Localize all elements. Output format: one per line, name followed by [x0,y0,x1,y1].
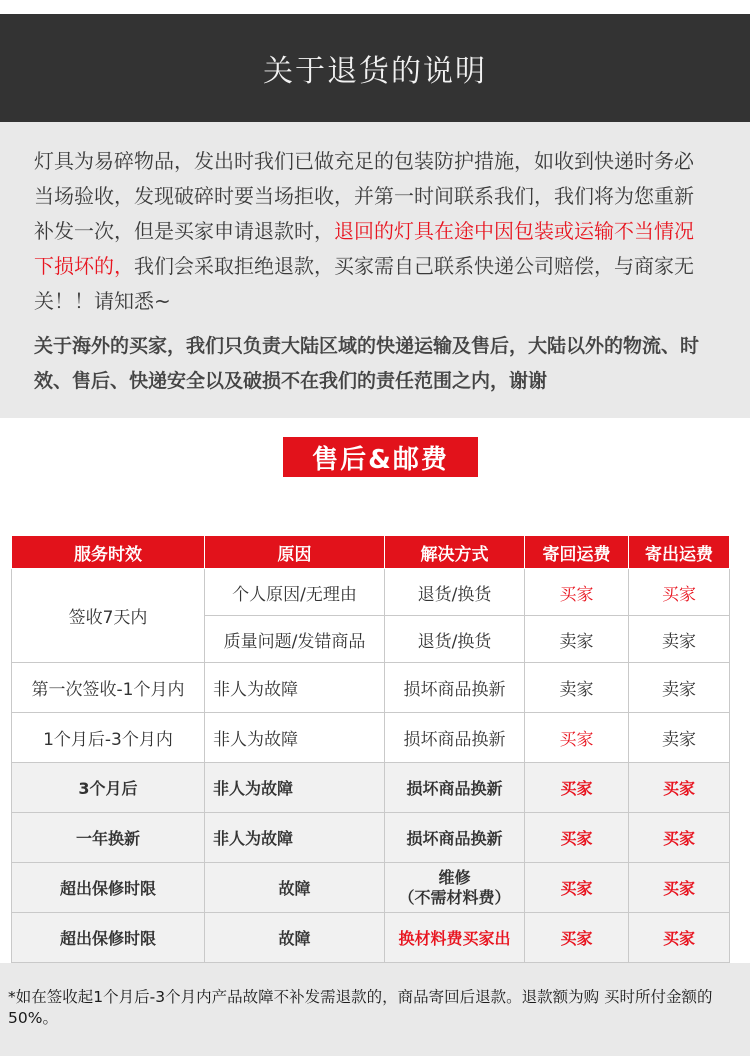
table-row [12,569,730,616]
table-row [12,813,730,863]
cell-return-fee: 卖家 [525,616,629,663]
cell-send-fee: 买家 [629,813,730,863]
cell-return-fee: 买家 [525,863,629,913]
cell-solution: 损坏商品换新 [385,713,525,763]
cell-solution: 退货/换货 [385,616,525,663]
page-header [0,14,750,122]
cell-send-fee: 买家 [629,569,730,616]
cell-period: 3个月后 [12,763,205,813]
table-row [12,863,730,913]
table-row [12,713,730,763]
cell-return-fee: 买家 [525,913,629,963]
header-return-fee: 寄回运费 [525,536,629,569]
notice-paragraph-overseas: 关于海外的买家，我们只负责大陆区域的快递运输及售后，大陆以外的物流、时效、售后、快递安全以及破损不在我们的责任范围之内，谢谢 [34,335,700,392]
cell-return-fee: 买家 [525,763,629,813]
cell-solution: 损坏商品换新 [385,763,525,813]
notice-paragraph-1 [34,144,704,319]
cell-reason: 质量问题/发错商品 [205,616,385,663]
cell-return-fee: 卖家 [525,663,629,713]
cell-send-fee: 卖家 [629,713,730,763]
return-notice [0,122,750,418]
notice-warning-text: 退回的灯具在途中因包装或运输不当情况下损坏的， [34,219,694,278]
cell-reason: 个人原因/无理由 [205,569,385,616]
cell-period: 超出保修时限 [12,913,205,963]
footnote: *如在签收起1个月后-3个月内产品故障不补发需退款的，商品寄回后退款。退款额为购 买时所付金额的50%。 [8,988,713,1027]
cell-reason: 非人为故障 [205,763,385,813]
section-banner [283,437,478,477]
cell-return-fee: 买家 [525,713,629,763]
header-solution: 解决方式 [385,536,525,569]
cell-period: 超出保修时限 [12,863,205,913]
header-reason: 原因 [205,536,385,569]
cell-reason: 非人为故障 [205,663,385,713]
cell-period: 一年换新 [12,813,205,863]
service-table [11,535,730,963]
table-row [12,763,730,813]
cell-solution-line2: （不需材料费） [398,887,511,907]
notice-text: 灯具为易碎物品，发出时我们已做充足的包装防护措施，如收到快递时务必当场验收，发现破碎时要当场拒收，并第一时间联系我们，我们将为您重新补发一次，但是买家申请退款时， [34,149,694,243]
cell-period: 签收7天内 [12,569,205,663]
cell-solution [385,863,525,913]
cell-reason: 非人为故障 [205,713,385,763]
cell-send-fee: 卖家 [629,663,730,713]
cell-solution: 损坏商品换新 [385,813,525,863]
cell-period: 1个月后-3个月内 [12,713,205,763]
notice-text-end: 我们会采取拒绝退款，买家需自己联系快递公司赔偿，与商家无关！！请知悉~ [34,254,694,313]
cell-send-fee: 买家 [629,913,730,963]
cell-return-fee: 买家 [525,569,629,616]
cell-solution: 退货/换货 [385,569,525,616]
banner-label: 售后&邮费 [312,444,449,475]
cell-solution-line1: 维修 [438,867,471,887]
cell-solution: 换材料费买家出 [385,913,525,963]
top-strip [0,0,750,14]
table-row [12,663,730,713]
cell-return-fee: 买家 [525,813,629,863]
header-send-fee: 寄出运费 [629,536,730,569]
cell-reason: 故障 [205,863,385,913]
header-period: 服务时效 [12,536,205,569]
cell-send-fee: 买家 [629,863,730,913]
page-title: 关于退货的说明 [263,54,487,89]
cell-reason: 故障 [205,913,385,963]
table-header-row [12,536,730,569]
cell-reason: 非人为故障 [205,813,385,863]
cell-send-fee: 卖家 [629,616,730,663]
cell-period: 第一次签收-1个月内 [12,663,205,713]
table-row [12,913,730,963]
cell-solution: 损坏商品换新 [385,663,525,713]
cell-send-fee: 买家 [629,763,730,813]
